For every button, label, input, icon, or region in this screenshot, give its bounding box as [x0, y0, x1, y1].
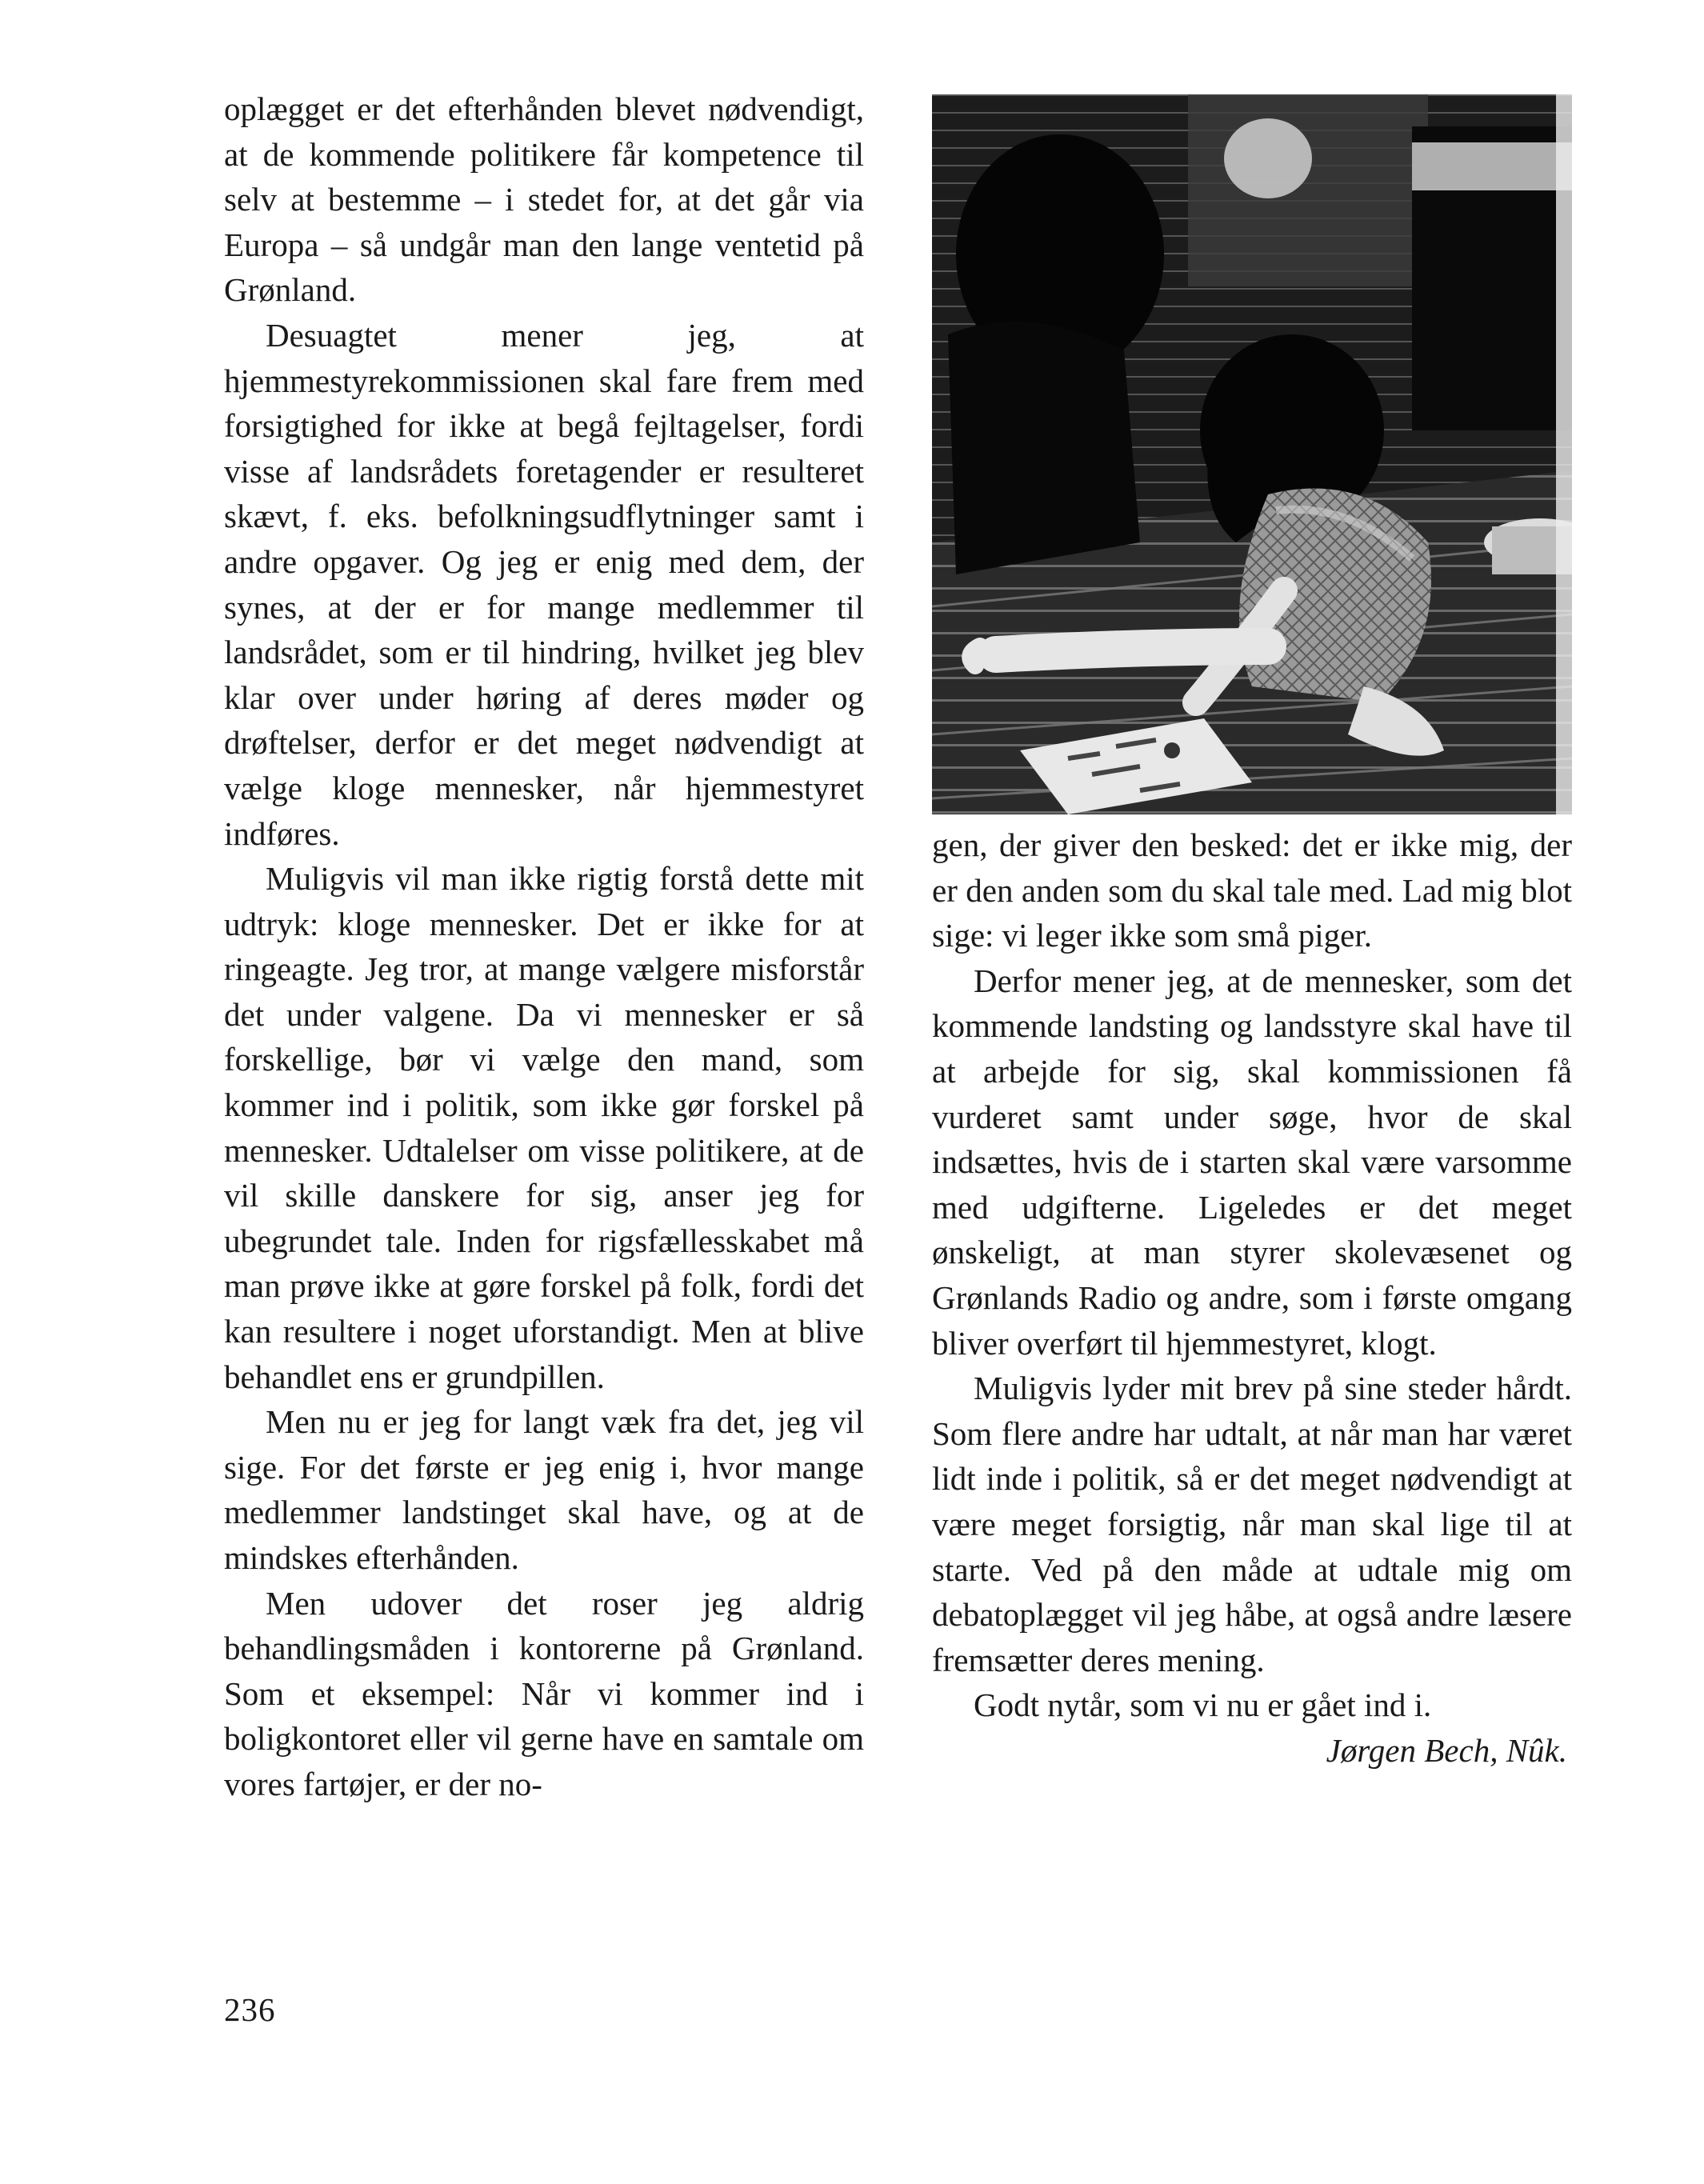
photo-child-playing-on-floor	[932, 94, 1572, 814]
left-text-column	[224, 86, 864, 1807]
left-paragraph-1: oplægget er det efterhånden blevet nødvendigt, at de kommende politikere får kompetence til selv at bestemme – i stedet for, at det går via Europa – så undgår man den lange ventetid på Grønland.	[224, 90, 864, 309]
left-paragraph-2: Desuagtet mener jeg, at hjemmestyrekommissionen skal fare frem med forsigtighed for ikke at begå fejltagelser, fordi visse af landsrådets foretagender er resulteret skævt, f. eks. befolkningsudflytninger samt i andre opgaver. Og jeg er enig med dem, der synes, at der er for mange medlemmer til landsrådet, som er til hindring, hvilket jeg blev klar over under høring af deres møder og drøftelser, derfor er det meget nødvendigt at vælge kloge mennesker, når hjemmestyret indføres.	[224, 316, 864, 852]
right-paragraph-4: Godt nytår, som vi nu er gået ind i.	[974, 1686, 1432, 1724]
right-paragraph-1: gen, der giver den besked: det er ikke mig, der er den anden som du skal tale med. Lad mig blot sige: vi leger ikke som små piger.	[932, 826, 1572, 954]
left-paragraph-4: Men nu er jeg for langt væk fra det, jeg vil sige. For det første er jeg enig i, hvor mange medlemmer landstinget skal have, og at de mindskes efterhånden.	[224, 1403, 864, 1576]
left-paragraph-5: Men udover det roser jeg aldrig behandlingsmåden i kontorerne på Grønland. Som et eksempel: Når vi kommer ind i boligkontoret eller vil gerne have en samtale om vores fartøjer, er der no-	[224, 1584, 864, 1802]
right-paragraph-3: Muligvis lyder mit brev på sine steder hårdt. Som flere andre har udtalt, at når man har været lidt inde i politik, så er det meget nødvendigt at være meget forsigtig, når man skal lige til at starte. Ved på den måde at udtale mig om debatoplægget vil jeg håbe, at også andre læsere fremsætter deres mening.	[932, 1370, 1572, 1678]
signature: Jørgen Bech, Nûk.	[1326, 1731, 1567, 1769]
page-number: 236	[224, 1991, 276, 2028]
right-text-column	[932, 822, 1572, 1773]
left-paragraph-3: Muligvis vil man ikke rigtig forstå dette mit udtryk: kloge mennesker. Det er ikke for at ringeagte. Jeg tror, at mange vælgere misforstår det under valgene. Da vi mennesker er så forskellige, bør vi vælge den mand, som kommer ind i politik, som ikke gør forskel på mennesker. Udtalelser om visse politikere, at de vil skille danskere for sig, anser jeg for ubegrundet tale. Inden for rigsfællesskabet må man prøve ikke at gøre forskel på folk, fordi det kan resultere i noget uforstandigt. Men at blive behandlet ens er grundpillen.	[224, 860, 864, 1395]
right-paragraph-2: Derfor mener jeg, at de mennesker, som det kommende landsting og landsstyre skal have til at arbejde for sig, skal kommissionen få vurderet samt under søge, hvor de skal indsættes, hvis de i starten skal være varsomme med udgifterne. Ligeledes er det meget ønskeligt, at man styrer skolevæsenet og Grønlands Radio og andre, som i første omgang bliver overført til hjemmestyret, klogt.	[932, 962, 1572, 1362]
